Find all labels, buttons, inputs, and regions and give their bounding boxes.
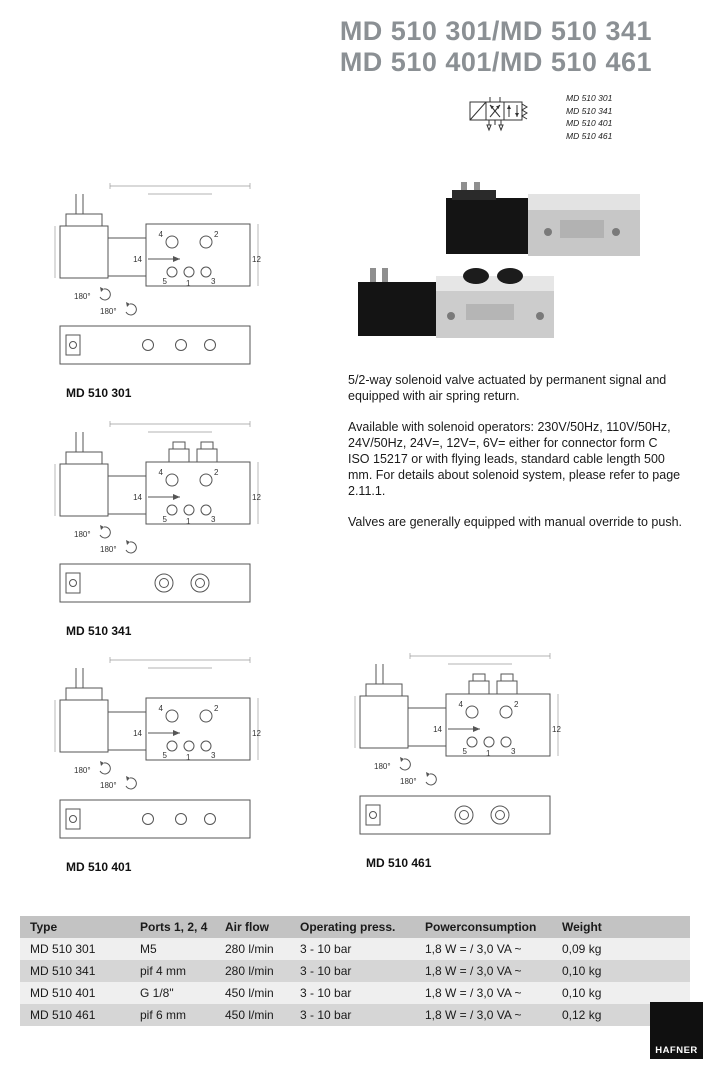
cell-power: 1,8 W = / 3,0 VA ~ xyxy=(415,960,552,982)
drawing-canvas xyxy=(52,654,267,850)
cell-type: MD 510 401 xyxy=(20,982,130,1004)
tech-drawing-md510401 xyxy=(52,654,267,874)
tech-drawing-md510341 xyxy=(52,418,267,638)
description-para2: Available with solenoid operators: 230V/50Hz, 110V/50Hz, 24V/50Hz, 24V=, 12V=, 6V= either for connector form C ISO 15217 or with flying leads, standard cable length 500 mm. For details about solenoid system, please refer to page 2.11.1. xyxy=(348,420,681,498)
svg-text:1: 1 xyxy=(186,517,191,526)
svg-text:180°: 180° xyxy=(100,781,117,790)
tech-drawing-md510301 xyxy=(52,180,267,400)
page-title-line1: MD 510 301/MD 510 341 xyxy=(339,16,652,46)
table-row xyxy=(20,960,690,982)
svg-text:12: 12 xyxy=(252,729,261,738)
svg-text:3: 3 xyxy=(211,277,216,286)
symbol-legend-item: MD 510 401 xyxy=(566,118,613,128)
cell-weight: 0,12 kg xyxy=(552,1004,690,1026)
svg-text:1: 1 xyxy=(486,749,491,758)
description-para3: Valves are generally equipped with manual override to push. xyxy=(348,515,682,529)
svg-text:12: 12 xyxy=(252,493,261,502)
col-header-power: Powerconsumption xyxy=(415,916,552,938)
table-row xyxy=(20,1004,690,1026)
svg-text:12: 12 xyxy=(252,255,261,264)
drawing-canvas xyxy=(352,650,567,846)
drawing-canvas xyxy=(52,418,267,614)
svg-text:3: 3 xyxy=(211,751,216,760)
cell-weight: 0,10 kg xyxy=(552,982,690,1004)
svg-text:180°: 180° xyxy=(100,545,117,554)
drawing-caption: MD 510 341 xyxy=(66,624,132,638)
cell-power: 1,8 W = / 3,0 VA ~ xyxy=(415,938,552,960)
svg-text:3: 3 xyxy=(511,747,516,756)
drawing-canvas xyxy=(52,180,267,376)
hafner-logo xyxy=(650,1002,703,1059)
svg-text:4: 4 xyxy=(158,468,163,477)
table-row xyxy=(20,938,690,960)
svg-text:4: 4 xyxy=(458,700,463,709)
tech-drawing-md510461 xyxy=(352,650,567,870)
svg-text:5: 5 xyxy=(162,515,167,524)
hafner-logo-text: HAFNER xyxy=(655,1045,698,1056)
svg-text:2: 2 xyxy=(214,468,219,477)
product-photos xyxy=(348,176,650,348)
cell-power: 1,8 W = / 3,0 VA ~ xyxy=(415,982,552,1004)
svg-text:3: 3 xyxy=(211,515,216,524)
svg-text:180°: 180° xyxy=(400,777,417,786)
cell-ports: G 1/8" xyxy=(130,982,215,1004)
cell-type: MD 510 341 xyxy=(20,960,130,982)
col-header-airflow: Air flow xyxy=(215,916,290,938)
svg-text:1: 1 xyxy=(186,279,191,288)
cell-weight: 0,09 kg xyxy=(552,938,690,960)
table-row xyxy=(20,982,690,1004)
description-para1: 5/2-way solenoid valve actuated by permanent signal and equipped with air spring return. xyxy=(348,373,667,403)
svg-text:2: 2 xyxy=(514,700,519,709)
col-header-type: Type xyxy=(20,916,130,938)
valve-photo-fittings xyxy=(358,268,554,338)
symbol-legend-item: MD 510 301 xyxy=(566,93,613,103)
cell-power: 1,8 W = / 3,0 VA ~ xyxy=(415,1004,552,1026)
cell-pressure: 3 - 10 bar xyxy=(290,960,415,982)
svg-text:5: 5 xyxy=(462,747,467,756)
drawing-caption: MD 510 461 xyxy=(366,856,432,870)
symbol-legend-item: MD 510 341 xyxy=(566,105,613,116)
cell-weight: 0,10 kg xyxy=(552,960,690,982)
svg-text:180°: 180° xyxy=(74,766,91,775)
cell-airflow: 450 l/min xyxy=(215,982,290,1004)
svg-text:1: 1 xyxy=(186,753,191,762)
svg-text:4: 4 xyxy=(158,704,163,713)
cell-airflow: 280 l/min xyxy=(215,938,290,960)
symbol-legend xyxy=(566,92,612,142)
svg-text:2: 2 xyxy=(214,704,219,713)
cell-type: MD 510 301 xyxy=(20,938,130,960)
cell-airflow: 280 l/min xyxy=(215,960,290,982)
spec-table xyxy=(20,916,690,1026)
drawing-caption: MD 510 301 xyxy=(66,386,132,400)
svg-text:14: 14 xyxy=(133,493,142,502)
cell-ports: pif 6 mm xyxy=(130,1004,215,1026)
col-header-ports: Ports 1, 2, 4 xyxy=(130,916,215,938)
svg-text:14: 14 xyxy=(133,729,142,738)
table-header-row xyxy=(20,916,690,938)
svg-text:5: 5 xyxy=(162,277,167,286)
cell-type: MD 510 461 xyxy=(20,1004,130,1026)
svg-text:2: 2 xyxy=(214,230,219,239)
valve-symbol-block xyxy=(462,92,612,142)
valve-iso-symbol-icon xyxy=(462,92,558,138)
cell-pressure: 3 - 10 bar xyxy=(290,982,415,1004)
page-title-line2: MD 510 401/MD 510 461 xyxy=(339,47,652,78)
col-header-weight: Weight xyxy=(552,916,690,938)
cell-pressure: 3 - 10 bar xyxy=(290,1004,415,1026)
cell-ports: M5 xyxy=(130,938,215,960)
svg-text:180°: 180° xyxy=(374,762,391,771)
svg-text:12: 12 xyxy=(552,725,561,734)
cell-airflow: 450 l/min xyxy=(215,1004,290,1026)
svg-text:5: 5 xyxy=(162,751,167,760)
svg-text:4: 4 xyxy=(158,230,163,239)
description-text xyxy=(348,372,682,545)
svg-text:14: 14 xyxy=(433,725,442,734)
svg-text:14: 14 xyxy=(133,255,142,264)
col-header-pressure: Operating press. xyxy=(290,916,415,938)
valve-photo-connector xyxy=(446,182,640,256)
drawing-caption: MD 510 401 xyxy=(66,860,132,874)
cell-ports: pif 4 mm xyxy=(130,960,215,982)
cell-pressure: 3 - 10 bar xyxy=(290,938,415,960)
page-title xyxy=(340,16,652,78)
svg-text:180°: 180° xyxy=(74,292,91,301)
symbol-legend-item: MD 510 461 xyxy=(566,130,613,141)
svg-text:180°: 180° xyxy=(100,307,117,316)
svg-text:180°: 180° xyxy=(74,530,91,539)
